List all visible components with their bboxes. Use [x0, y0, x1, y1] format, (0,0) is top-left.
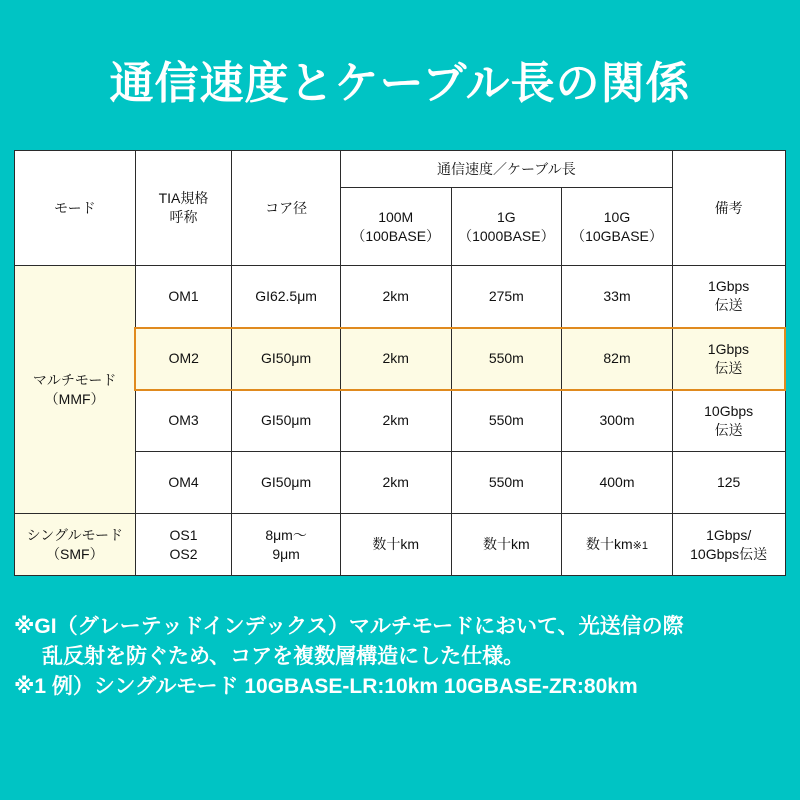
header-speed-100m [340, 188, 451, 266]
cell-1g: 数十km [451, 514, 562, 576]
cell-1g: 550m [451, 328, 562, 390]
spec-table [14, 150, 786, 576]
cell-note-line2: 10Gbps伝送 [690, 545, 768, 562]
cell-note-line1: 1Gbps [707, 340, 750, 357]
page-title: 通信速度とケーブル長の関係 [109, 59, 691, 108]
cell-tia: OM2 [135, 328, 232, 390]
cell-core: GI50μm [232, 452, 341, 514]
mode-group-mmf [15, 266, 136, 514]
cell-10g: 82m [562, 328, 673, 390]
cell-note-line2: 伝送 [714, 359, 743, 376]
cell-tia-line1: OS1 [169, 526, 198, 543]
cell-note-line2: 伝送 [714, 421, 743, 438]
footnote-gi-line2: 乱反射を防ぐため、コアを複数層構造にした仕様。 [42, 644, 525, 668]
cell-note [672, 266, 785, 328]
cell-100m: 数十km [340, 514, 451, 576]
spec-table-container [14, 150, 786, 576]
cell-tia: OM4 [135, 452, 232, 514]
header-speed-1g-line1: 1G [497, 208, 516, 225]
header-speed-1g-line2: （1000BASE） [458, 227, 555, 244]
cell-core-line1: 8μm～ [265, 526, 307, 543]
header-tia-line1: TIA規格 [158, 190, 209, 207]
table-header-row-1 [15, 151, 786, 188]
cell-tia: OM3 [135, 390, 232, 452]
header-speed-100m-line1: 100M [378, 208, 414, 225]
header-mode: モード [15, 151, 136, 266]
cell-10g-footnote-marker: ※1 [632, 540, 648, 553]
header-speed-group: 通信速度／ケーブル長 [340, 151, 672, 188]
cell-core: GI50μm [232, 328, 341, 390]
cell-note-line1: 1Gbps [708, 278, 750, 295]
cell-note-line1: 125 [716, 474, 741, 491]
footnote-gi-line1: ※GI（グレーテッドインデックス）マルチモードにおいて、光送信の際 [14, 615, 684, 638]
mode-group-smf [15, 514, 136, 576]
cell-tia [135, 514, 232, 576]
mode-group-mmf-line1: マルチモード [32, 371, 117, 388]
table-row [15, 266, 786, 328]
cell-note [672, 390, 785, 452]
cell-100m: 2km [340, 452, 451, 514]
header-speed-100m-line2: （100BASE） [351, 227, 441, 244]
cell-1g: 550m [451, 390, 562, 452]
header-note: 備考 [672, 151, 785, 266]
header-core: コア径 [232, 151, 341, 266]
cell-10g [562, 514, 673, 576]
cell-note-line1: 1Gbps/ [706, 526, 752, 543]
cell-core [232, 514, 341, 576]
header-speed-10g-line2: （10GBASE） [571, 227, 663, 244]
cell-10g: 33m [562, 266, 673, 328]
header-tia-line2: 呼称 [169, 209, 198, 225]
footnote-example: ※1 例）シングルモード 10GBASE-LR:10km 10GBASE-ZR:80km [14, 674, 638, 698]
mode-group-smf-line1: シングルモード [26, 526, 124, 543]
mode-group-smf-line2: （SMF） [46, 545, 104, 562]
cell-10g: 400m [562, 452, 673, 514]
header-tia [135, 151, 232, 266]
cell-note-line2: 伝送 [714, 297, 743, 314]
cell-100m: 2km [340, 328, 451, 390]
table-row [15, 514, 786, 576]
footnotes [14, 612, 794, 701]
cell-10g: 300m [562, 390, 673, 452]
cell-core: GI62.5μm [232, 266, 341, 328]
cell-note [672, 452, 785, 514]
cell-10g-value: 数十km [585, 536, 633, 553]
cell-tia: OM1 [135, 266, 232, 328]
cell-100m: 2km [340, 266, 451, 328]
header-speed-1g [451, 188, 562, 266]
cell-note-line1: 10Gbps [704, 402, 754, 419]
header-speed-10g-line1: 10G [603, 208, 631, 225]
cell-note [672, 328, 785, 390]
cell-core-line2: 9μm [272, 545, 300, 562]
cell-core: GI50μm [232, 390, 341, 452]
cell-note [672, 514, 785, 576]
mode-group-mmf-line2: （MMF） [44, 390, 105, 407]
cell-1g: 550m [451, 452, 562, 514]
cell-tia-line2: OS2 [169, 545, 198, 562]
header-speed-10g [562, 188, 673, 266]
cell-100m: 2km [340, 390, 451, 452]
cell-1g: 275m [451, 266, 562, 328]
